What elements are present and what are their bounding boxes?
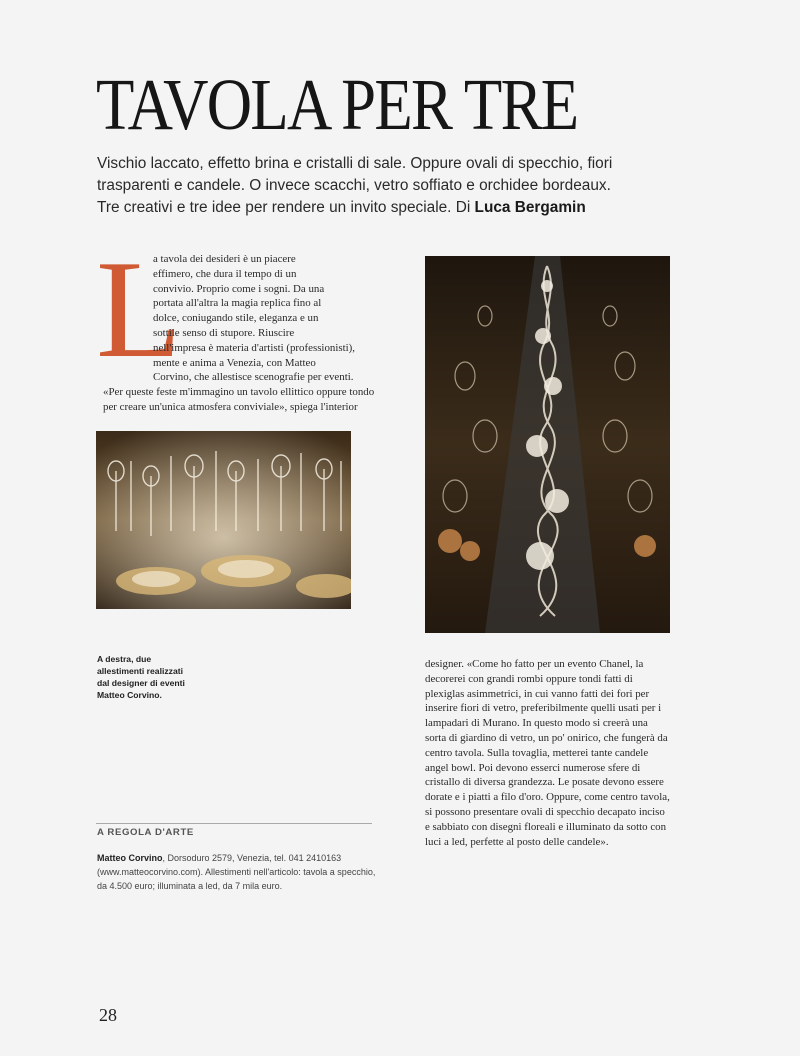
photo-glassware-table	[96, 431, 351, 609]
body-line: sottile senso di stupore. Riuscire	[153, 326, 295, 339]
subtitle-text: Vischio laccato, effetto brina e cristalli di sale. Oppure ovali di specchio, fiori trasparenti e candele. O invece scacchi, vetro soffiato e orchidee bordeaux. Tre creativi e tre idee per rendere un invito speciale. Di	[97, 155, 613, 216]
photo-caption: A destra, due allestimenti realizzati dal designer di eventi Matteo Corvino.	[97, 654, 185, 700]
body-line: a tavola dei desideri è un piacere	[153, 253, 296, 265]
body-line: mente e anima a Venezia, con Matteo	[153, 356, 316, 369]
drop-cap: L	[96, 232, 182, 387]
sidebar-box-heading: A REGOLA D'ARTE	[97, 827, 194, 838]
body-line: effimero, che dura il tempo di un	[153, 267, 297, 280]
article-subtitle	[97, 153, 617, 219]
designer-details: , Dorsoduro 2579, Venezia, tel. 041 2410163 (www.matteocorvino.com). Allestimenti nell'articolo: tavola a specchio, da 4.500 euro; illuminata a led, da 7 mila euro.	[97, 853, 376, 891]
body-line: nell'impresa è materia d'artisti (professionisti),	[153, 341, 356, 354]
body-line: dolce, coniugando stile, eleganza e un	[153, 312, 319, 325]
author-name: Luca Bergamin	[474, 199, 586, 216]
body-line: per creare un'unica atmosfera conviviale», spiega l'interior	[103, 400, 358, 413]
article-title: TAVOLA PER TRE	[96, 64, 578, 145]
body-line: «Per queste feste m'immagino un tavolo ellittico oppure tondo	[103, 386, 375, 399]
sidebar-box-text	[97, 851, 377, 893]
photo-long-table	[425, 256, 670, 633]
article-column-2: designer. «Come ho fatto per un evento Chanel, la decorerei con grandi rombi oppure tondi fatti di plexiglas asimmetrici, in cui vanno fatti dei fori per inserire fiori di vetro, preferibilmente quelli usati per i lampadari di Murano. In questo modo si creerà una sorta di giardino di vetro, un po' onirico, che fungerà da centro tavola. Sulla tovaglia, metterei tante candele angel bowl. Poi devono esserci numerose sfere di cristallo di diversa grandezza. Le posate devono essere dorate e i piatti a filo d'oro. Oppure, come centro tavola, si possono presentare ovali di specchio decapato inciso e sabbiato con disegni floreali e illuminato da sotto con luci a led, perfette al posto delle candele».	[425, 658, 670, 848]
article-column-1	[103, 252, 388, 415]
body-line: portata all'altra la magia replica fino al	[153, 297, 322, 310]
body-line: Corvino, che allestisce scenografie per eventi.	[153, 371, 354, 384]
designer-name: Matteo Corvino	[97, 853, 163, 863]
page-number: 28	[99, 1005, 117, 1025]
body-line: convivio. Proprio come i sogni. Da una	[153, 282, 325, 295]
box-divider	[96, 823, 372, 824]
